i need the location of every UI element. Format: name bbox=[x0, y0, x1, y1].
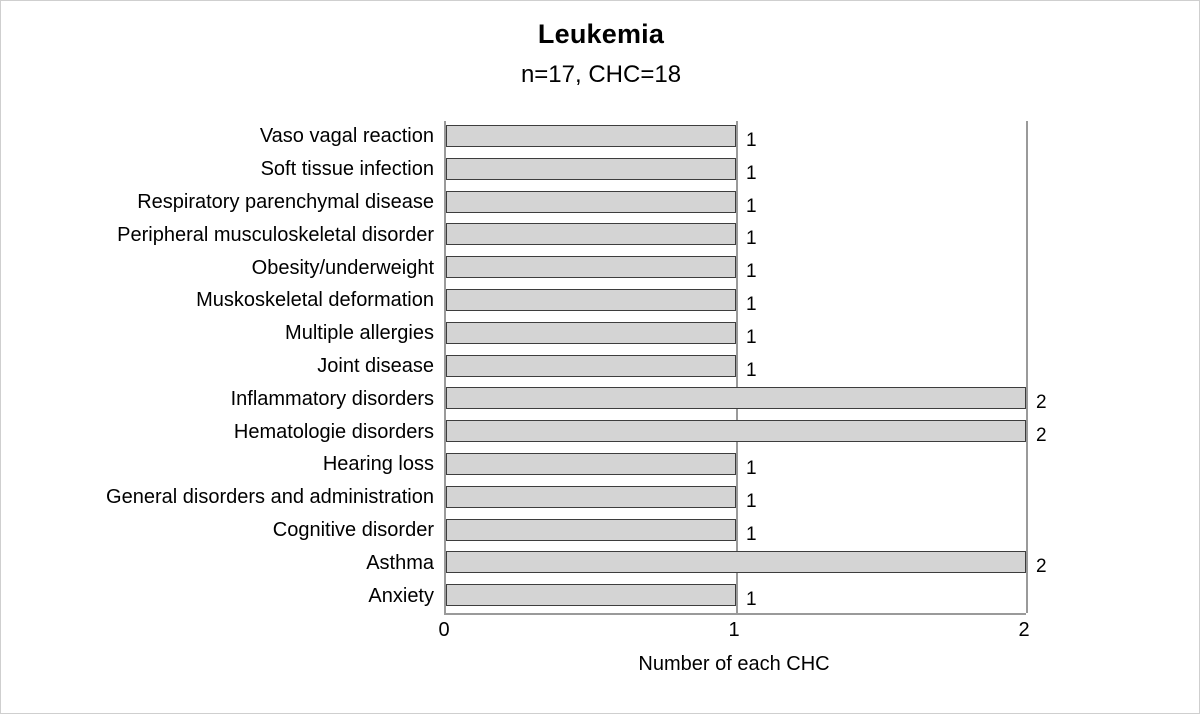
bar[interactable] bbox=[446, 322, 736, 344]
chart-subtitle: n=17, CHC=18 bbox=[520, 61, 682, 88]
x-tick-label: 1 bbox=[728, 619, 740, 641]
category-label-row bbox=[1, 121, 444, 152]
category-label-row bbox=[1, 351, 444, 382]
x-axis-line bbox=[444, 613, 1026, 615]
x-tick-label: 0 bbox=[438, 619, 450, 641]
category-label-row bbox=[1, 154, 444, 185]
bar-value-label: 1 bbox=[746, 195, 757, 217]
category-label-row bbox=[1, 515, 444, 546]
x-tick-label: 2 bbox=[1018, 619, 1030, 641]
bar[interactable] bbox=[446, 486, 736, 508]
bar-row bbox=[446, 580, 1024, 613]
category-label: Multiple allergies bbox=[285, 322, 434, 345]
bar[interactable] bbox=[446, 223, 736, 245]
bar-track bbox=[446, 453, 1024, 479]
bar[interactable] bbox=[446, 289, 736, 311]
bar[interactable] bbox=[446, 158, 736, 180]
category-label-row bbox=[1, 416, 444, 447]
bar[interactable] bbox=[446, 256, 736, 278]
bar-value-label: 1 bbox=[746, 326, 757, 348]
bar-row bbox=[446, 547, 1047, 580]
bar-track bbox=[446, 355, 1024, 381]
bar-value-label: 1 bbox=[746, 523, 757, 545]
bar-row bbox=[446, 351, 1024, 384]
bar-row bbox=[446, 187, 1024, 220]
bar-track bbox=[446, 322, 1024, 348]
bar[interactable] bbox=[446, 519, 736, 541]
bar-track bbox=[446, 158, 1024, 184]
bar[interactable] bbox=[446, 387, 1026, 409]
bar-value-label: 1 bbox=[746, 359, 757, 381]
bar[interactable] bbox=[446, 191, 736, 213]
bar-row bbox=[446, 121, 1024, 154]
category-label: Asthma bbox=[366, 551, 434, 574]
bar[interactable] bbox=[446, 125, 736, 147]
chart-title: Leukemia bbox=[537, 19, 665, 49]
gridline bbox=[1026, 121, 1028, 613]
bar-row bbox=[446, 219, 1024, 252]
bar-row bbox=[446, 318, 1024, 351]
category-label: Anxiety bbox=[368, 584, 434, 607]
x-axis-title: Number of each CHC bbox=[638, 653, 830, 675]
bar-track bbox=[446, 289, 1024, 315]
category-label-row bbox=[1, 252, 444, 283]
bar-row bbox=[446, 449, 1024, 482]
bar-row bbox=[446, 285, 1024, 318]
category-axis-labels bbox=[1, 121, 444, 613]
category-label-row bbox=[1, 580, 444, 611]
category-label: Joint disease bbox=[317, 354, 434, 377]
bar-track bbox=[446, 387, 1047, 414]
bar[interactable] bbox=[446, 453, 736, 475]
bar-track bbox=[446, 256, 1024, 283]
bar-value-label: 2 bbox=[1036, 392, 1047, 414]
category-label: Vaso vagal reaction bbox=[259, 125, 434, 148]
category-label-row bbox=[1, 449, 444, 480]
bar-value-label: 2 bbox=[1036, 556, 1047, 578]
category-label: Hematologie disorders bbox=[233, 420, 434, 443]
bar-row bbox=[446, 416, 1047, 449]
bar-track bbox=[446, 420, 1047, 447]
category-label-row bbox=[1, 482, 444, 513]
bar-row bbox=[446, 383, 1047, 416]
bar-value-label: 1 bbox=[746, 162, 757, 184]
bar-value-label: 1 bbox=[746, 294, 757, 315]
bar-value-label: 1 bbox=[746, 261, 757, 283]
category-label: Respiratory parenchymal disease bbox=[137, 190, 434, 213]
bar-series bbox=[446, 121, 1047, 613]
bar[interactable] bbox=[446, 551, 1026, 573]
bar-track bbox=[446, 223, 1024, 250]
bar-track bbox=[446, 551, 1047, 578]
bar-row bbox=[446, 252, 1024, 285]
category-label-row bbox=[1, 285, 444, 316]
category-label-row bbox=[1, 318, 444, 349]
bar-track bbox=[446, 584, 1024, 611]
category-label: Peripheral musculoskeletal disorder bbox=[117, 223, 434, 246]
bar[interactable] bbox=[446, 355, 736, 377]
bar-value-label: 1 bbox=[746, 490, 757, 512]
category-label: General disorders and administration bbox=[106, 486, 434, 509]
bar-track bbox=[446, 191, 1024, 217]
bar-track bbox=[446, 486, 1024, 512]
category-label: Cognitive disorder bbox=[272, 518, 434, 541]
category-label-row bbox=[1, 187, 444, 218]
bar-value-label: 1 bbox=[746, 589, 757, 611]
bar-row bbox=[446, 515, 1024, 548]
category-label-row bbox=[1, 219, 444, 250]
bar-value-label: 1 bbox=[746, 130, 757, 151]
bar[interactable] bbox=[446, 420, 1026, 442]
bar-value-label: 1 bbox=[746, 228, 757, 250]
bar-value-label: 1 bbox=[746, 458, 757, 479]
bar-value-label: 2 bbox=[1036, 425, 1047, 447]
bar-track bbox=[446, 519, 1024, 545]
category-label: Inflammatory disorders bbox=[230, 387, 434, 410]
bar-row bbox=[446, 482, 1024, 515]
category-label-row bbox=[1, 383, 444, 414]
plot-area bbox=[444, 121, 1047, 613]
category-label: Muskoskeletal deformation bbox=[196, 289, 434, 312]
bar[interactable] bbox=[446, 584, 736, 606]
category-label: Hearing loss bbox=[322, 453, 434, 476]
category-label: Obesity/underweight bbox=[251, 256, 434, 279]
bar-row bbox=[446, 154, 1024, 187]
bar-track bbox=[446, 125, 1024, 151]
category-label: Soft tissue infection bbox=[260, 158, 434, 181]
category-label-row bbox=[1, 547, 444, 578]
